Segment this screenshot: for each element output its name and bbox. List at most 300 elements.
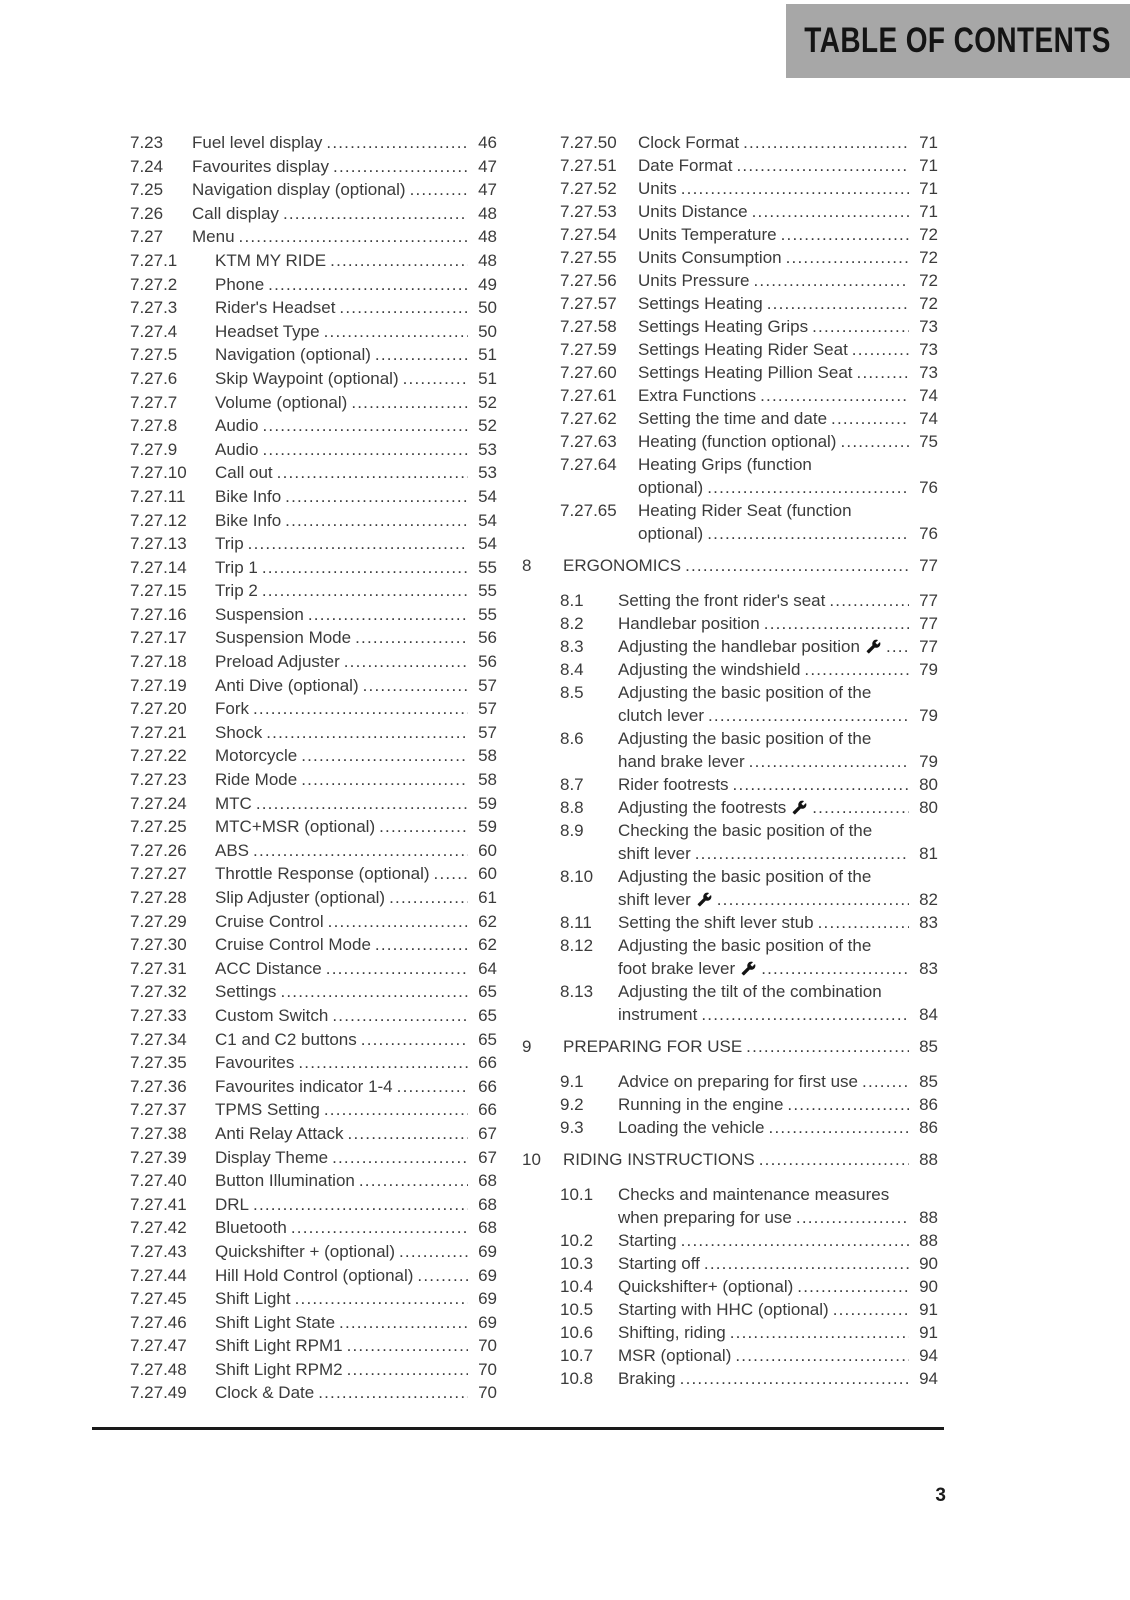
- toc-entry-page: 69: [478, 1312, 497, 1332]
- dot-leader: [417, 1264, 468, 1288]
- toc-entry-page: 55: [478, 581, 497, 601]
- toc-entry-number: 7.27.35: [130, 1053, 187, 1073]
- dot-leader: [332, 1146, 468, 1170]
- toc-entry-page: 68: [478, 1171, 497, 1191]
- toc-entry-number: 7.27.51: [560, 156, 617, 175]
- toc-entry-number: 10.8: [560, 1369, 594, 1388]
- toc-entry-title: Fork: [215, 699, 249, 719]
- toc-entry-page: 62: [478, 935, 497, 955]
- toc-entry-row: [560, 796, 938, 819]
- toc-entry-number: 7.27: [130, 227, 164, 247]
- dot-leader: [886, 635, 909, 658]
- dot-leader: [680, 1367, 909, 1390]
- toc-entry-number: 7.27.42: [130, 1218, 187, 1238]
- toc-entry-page: 74: [919, 386, 938, 405]
- toc-entry-page: 72: [919, 294, 938, 313]
- toc-entry-page: 62: [478, 911, 497, 931]
- toc-entry-page: 52: [478, 392, 497, 412]
- toc-entry-page: 77: [919, 591, 938, 610]
- toc-entry-number: 8.3: [560, 637, 584, 656]
- toc-entry-row: [130, 249, 497, 273]
- toc-entry-page: 76: [919, 478, 938, 497]
- toc-entry-title: Heating (function optional): [638, 432, 837, 451]
- toc-entry-title-line2: optional): [638, 478, 704, 497]
- toc-entry-title: Starting with HHC (optional): [618, 1300, 829, 1319]
- dot-leader: [363, 674, 468, 698]
- toc-entry-row: [560, 819, 938, 865]
- toc-entry-row: [130, 1051, 497, 1075]
- toc-entry-page: 91: [919, 1323, 938, 1342]
- toc-entry-page: 66: [478, 1100, 497, 1120]
- dot-leader: [355, 626, 468, 650]
- dot-leader: [301, 768, 468, 792]
- dot-leader: [339, 1311, 468, 1335]
- toc-entry-row: [560, 1298, 938, 1321]
- toc-entry-title: Favourites display: [192, 156, 330, 176]
- toc-entry-title: Audio: [215, 439, 259, 459]
- toc-entry-title: Settings Heating Pillion Seat: [638, 363, 853, 382]
- toc-entry-title: Anti Relay Attack: [215, 1123, 344, 1143]
- toc-entry-number: 7.27.8: [130, 416, 178, 436]
- toc-entry-number: 7.27.16: [130, 604, 187, 624]
- dot-leader: [344, 650, 468, 674]
- toc-entry-title: Button Illumination: [215, 1171, 355, 1191]
- toc-entry-number: 7.25: [130, 180, 164, 200]
- dot-leader: [339, 296, 468, 320]
- toc-entry-row: [560, 589, 938, 612]
- dot-leader: [410, 178, 468, 202]
- toc-entry-title: RIDING INSTRUCTIONS: [563, 1150, 755, 1169]
- dot-leader: [761, 957, 909, 980]
- toc-entry-number: 7.27.33: [130, 1005, 187, 1025]
- toc-entry-number: 7.27.45: [130, 1289, 187, 1309]
- toc-entry-row: [130, 1169, 497, 1193]
- toc-entry-title: Adjusting the handlebar position: [618, 637, 860, 656]
- toc-entry-row: [560, 934, 938, 980]
- toc-entry-row: [560, 200, 938, 223]
- toc-entry-text: [618, 865, 938, 911]
- toc-entry-row: [560, 1093, 938, 1116]
- toc-entry-number: 7.27.46: [130, 1312, 187, 1332]
- toc-entry-title: Units: [638, 179, 677, 198]
- toc-entry-page: 90: [919, 1277, 938, 1296]
- toc-entry-row: [560, 1321, 938, 1344]
- toc-entry-number: 7.27.22: [130, 746, 187, 766]
- toc-entry-number: 7.27.10: [130, 463, 187, 483]
- dot-leader: [262, 414, 468, 438]
- toc-entry-number: 7.27.30: [130, 935, 187, 955]
- toc-entry-page: 69: [478, 1265, 497, 1285]
- toc-entry-page: 60: [478, 864, 497, 884]
- dot-leader: [781, 223, 909, 246]
- toc-entry-number: 7.24: [130, 156, 164, 176]
- toc-entry-number: 7.27.48: [130, 1359, 187, 1379]
- toc-entry-number: 7.27.15: [130, 581, 187, 601]
- toc-entry-page: 94: [919, 1346, 938, 1365]
- toc-entry-title: KTM MY RIDE: [215, 250, 327, 270]
- toc-entry-page: 70: [478, 1359, 497, 1379]
- dot-leader: [399, 1240, 468, 1264]
- toc-entry-title: Anti Dive (optional): [215, 675, 359, 695]
- toc-entry-row: [560, 246, 938, 269]
- toc-entry-title: Adjusting the footrests: [618, 798, 787, 817]
- toc-entry-row: [130, 980, 497, 1004]
- toc-entry-title: Menu: [192, 227, 235, 247]
- toc-entry-row: [130, 1146, 497, 1170]
- toc-entry-page: 72: [919, 225, 938, 244]
- toc-entry-page: 77: [919, 637, 938, 656]
- toc-entry-title: Bluetooth: [215, 1218, 287, 1238]
- toc-entry-title: Adjusting the basic position of the: [618, 936, 872, 955]
- toc-entry-page: 85: [919, 1037, 938, 1056]
- dot-leader: [285, 485, 468, 509]
- toc-entry-number: 9.3: [560, 1118, 584, 1137]
- toc-entry-title: Checks and maintenance measures: [618, 1185, 890, 1204]
- toc-entry-title: Shifting, riding: [618, 1323, 726, 1342]
- dot-leader: [704, 1252, 909, 1275]
- toc-entry-number: 10.7: [560, 1346, 594, 1365]
- toc-entry-page: 82: [919, 890, 938, 909]
- toc-entry-row: [560, 292, 938, 315]
- toc-entry-page: 71: [919, 202, 938, 221]
- toc-entry-row: [560, 384, 938, 407]
- dot-leader: [833, 1298, 909, 1321]
- toc-entry-number: 7.27.54: [560, 225, 617, 244]
- toc-entry-line2: [618, 957, 938, 980]
- dot-leader: [862, 1070, 909, 1093]
- toc-entry-row: [560, 1116, 938, 1139]
- dot-leader: [262, 556, 468, 580]
- dot-leader: [324, 1098, 468, 1122]
- toc-entry-number: 7.27.37: [130, 1100, 187, 1120]
- toc-entry-page: 65: [478, 982, 497, 1002]
- toc-entry-row: [560, 1252, 938, 1275]
- toc-entry-page: 79: [919, 706, 938, 725]
- toc-entry-number: 8.13: [560, 982, 594, 1001]
- toc-entry-number: 8.7: [560, 775, 584, 794]
- toc-entry-page: 55: [478, 557, 497, 577]
- toc-entry-title: Adjusting the tilt of the combination: [618, 982, 882, 1001]
- toc-entry-number: 7.27.38: [130, 1123, 187, 1143]
- toc-entry-title: Bike Info: [215, 510, 282, 530]
- toc-entry-page: 80: [919, 775, 938, 794]
- toc-entry-number: 7.27.60: [560, 363, 617, 382]
- toc-entry-title: ACC Distance: [215, 958, 322, 978]
- page-number: 3: [935, 1485, 946, 1506]
- toc-entry-number: 7.27.50: [560, 133, 617, 152]
- dot-leader: [347, 1358, 468, 1382]
- toc-entry-number: 7.27.61: [560, 386, 617, 405]
- toc-entry-row: [560, 315, 938, 338]
- toc-entry-title: Clock & Date: [215, 1383, 315, 1403]
- dot-leader: [253, 697, 468, 721]
- toc-entry-number: 8.12: [560, 936, 594, 955]
- toc-entry-page: 67: [478, 1147, 497, 1167]
- toc-entry-page: 73: [919, 363, 938, 382]
- toc-column-right: [522, 131, 938, 1390]
- toc-entry-number: 7.27.27: [130, 864, 187, 884]
- toc-entry-number: 7.27.34: [130, 1029, 187, 1049]
- toc-entry-number: 10.6: [560, 1323, 594, 1342]
- toc-entry-title: Call display: [192, 203, 279, 223]
- toc-entry-page: 81: [919, 844, 938, 863]
- toc-entry-page: 80: [919, 798, 938, 817]
- toc-entry-row: [560, 612, 938, 635]
- toc-entry-number: 7.27.40: [130, 1171, 187, 1191]
- dot-leader: [736, 154, 909, 177]
- dot-leader: [298, 1051, 468, 1075]
- wrench-icon: [792, 800, 807, 815]
- dot-leader: [239, 225, 468, 249]
- dot-leader: [752, 200, 909, 223]
- toc-entry-title: Heating Rider Seat (function: [638, 501, 852, 520]
- toc-entry-row: [560, 980, 938, 1026]
- dot-leader: [685, 554, 909, 577]
- toc-entry-page: 54: [478, 486, 497, 506]
- dot-leader: [347, 1334, 468, 1358]
- toc-entry-page: 58: [478, 746, 497, 766]
- dot-leader: [351, 391, 468, 415]
- toc-entry-row: [560, 635, 938, 658]
- toc-entry-title: ERGONOMICS: [563, 556, 682, 575]
- toc-entry-row: [130, 957, 497, 981]
- dot-leader: [285, 509, 468, 533]
- toc-entry-title-line2: shift lever: [618, 890, 691, 909]
- toc-entry-title: Quickshifter + (optional): [215, 1241, 395, 1261]
- toc-entry-page: 66: [478, 1053, 497, 1073]
- toc-entry-page: 71: [919, 179, 938, 198]
- toc-entry-title: MSR (optional): [618, 1346, 732, 1365]
- toc-entry-number: 7.27.20: [130, 699, 187, 719]
- toc-entry-page: 53: [478, 439, 497, 459]
- toc-entry-number: 8.11: [560, 913, 592, 932]
- dot-leader: [326, 131, 468, 155]
- toc-entry-page: 56: [478, 652, 497, 672]
- toc-entry-row: [130, 1358, 497, 1382]
- dot-leader: [769, 1116, 909, 1139]
- dot-leader: [764, 612, 909, 635]
- toc-entry-page: 85: [919, 1072, 938, 1091]
- header-banner: [786, 4, 1130, 78]
- toc-entry-number: 8.4: [560, 660, 584, 679]
- toc-entry-number: 8: [522, 556, 532, 575]
- dot-leader: [695, 842, 909, 865]
- toc-entry-row: [130, 1098, 497, 1122]
- toc-entry-page: 69: [478, 1241, 497, 1261]
- toc-entry-title: Display Theme: [215, 1147, 329, 1167]
- toc-entry-row: [130, 862, 497, 886]
- toc-entry-number: 7.23: [130, 133, 164, 152]
- dot-leader: [324, 320, 468, 344]
- dot-leader: [397, 1075, 468, 1099]
- toc-entry-page: 84: [919, 1005, 938, 1024]
- toc-entry-title: ABS: [215, 840, 250, 860]
- dot-leader: [403, 367, 468, 391]
- toc-entry-title: Hill Hold Control (optional): [215, 1265, 414, 1285]
- toc-entry-title: Shift Light RPM1: [215, 1336, 343, 1356]
- toc-entry-title: MTC+MSR (optional): [215, 817, 376, 837]
- toc-entry-page: 74: [919, 409, 938, 428]
- toc-entry-number: 7.27.4: [130, 321, 178, 341]
- dot-leader: [253, 839, 468, 863]
- toc-entry-title-line2: optional): [638, 524, 704, 543]
- toc-entry-page: 68: [478, 1218, 497, 1238]
- dot-leader: [759, 1148, 909, 1171]
- dot-leader: [749, 750, 909, 773]
- dot-leader: [262, 579, 468, 603]
- dot-leader: [760, 384, 909, 407]
- toc-entry-title: Motorcycle: [215, 746, 298, 766]
- toc-entry-number: 7.27.63: [560, 432, 617, 451]
- toc-entry-title: Navigation (optional): [215, 345, 371, 365]
- dot-leader: [787, 1093, 909, 1116]
- toc-entry-title: Adjusting the basic position of the: [618, 867, 872, 886]
- dot-leader: [857, 361, 909, 384]
- toc-entry-title: MTC: [215, 793, 252, 813]
- toc-entry-page: 50: [478, 298, 497, 318]
- toc-entry-number: 7.27.13: [130, 534, 187, 554]
- dot-leader: [707, 476, 909, 499]
- toc-entry-page: 73: [919, 340, 938, 359]
- toc-entry-row: [130, 178, 497, 202]
- toc-entry-page: 55: [478, 604, 497, 624]
- toc-entry-row: [130, 273, 497, 297]
- toc-entry-title: Setting the time and date: [638, 409, 828, 428]
- toc-entry-page: 76: [919, 524, 938, 543]
- toc-entry-page: 90: [919, 1254, 938, 1273]
- toc-entry-number: 10.2: [560, 1231, 594, 1250]
- toc-entry-number: 7.27.19: [130, 675, 187, 695]
- dot-leader: [707, 522, 909, 545]
- toc-entry-row: [130, 131, 497, 155]
- toc-entry-title: Slip Adjuster (optional): [215, 888, 386, 907]
- toc-entry-title: Loading the vehicle: [618, 1118, 765, 1137]
- toc-entry-page: 70: [478, 1336, 497, 1356]
- dot-leader: [681, 1229, 909, 1252]
- toc-entry-row: [130, 744, 497, 768]
- toc-entry-title: Shift Light RPM2: [215, 1359, 343, 1379]
- dot-leader: [330, 249, 468, 273]
- dot-leader: [253, 1193, 468, 1217]
- toc-entry-page: 50: [478, 321, 497, 341]
- toc-entry-number: 8.1: [560, 591, 584, 610]
- toc-entry-title: Navigation display (optional): [192, 180, 406, 200]
- toc-entry-page: 54: [478, 534, 497, 554]
- toc-entry-number: 7.27.58: [560, 317, 617, 336]
- toc-entry-row: [130, 1004, 497, 1028]
- dot-leader: [332, 1004, 468, 1028]
- toc-entry-title: Rider's Headset: [215, 298, 336, 318]
- toc-entry-row: [130, 626, 497, 650]
- toc-entry-page: 71: [919, 133, 938, 152]
- toc-entry-title: Preload Adjuster: [215, 652, 340, 672]
- toc-entry-title: Extra Functions: [638, 386, 757, 405]
- toc-entry-row: [560, 681, 938, 727]
- dot-leader: [301, 744, 468, 768]
- toc-entry-title: Handlebar position: [618, 614, 760, 633]
- toc-entry-title: Starting off: [618, 1254, 700, 1273]
- page-title: TABLE OF CONTENTS: [804, 21, 1112, 60]
- dot-leader: [295, 1287, 468, 1311]
- toc-entry-title: Trip 1: [215, 557, 258, 577]
- toc-entry-number: 10.1: [560, 1185, 594, 1204]
- dot-leader: [277, 461, 468, 485]
- toc-entry-title-line2: hand brake lever: [618, 752, 745, 771]
- toc-entry-page: 57: [478, 675, 497, 695]
- toc-entry-number: 7.27.39: [130, 1147, 187, 1167]
- toc-entry-row: [130, 367, 497, 391]
- toc-column-left: [130, 131, 497, 1405]
- toc-entry-row: [130, 910, 497, 934]
- toc-entry-row: [130, 886, 497, 910]
- dot-leader: [786, 246, 909, 269]
- dot-leader: [708, 704, 909, 727]
- toc-entry-page: 59: [478, 793, 497, 813]
- toc-entry-row: [130, 721, 497, 745]
- toc-entry-text: [618, 727, 938, 773]
- dot-leader: [818, 911, 909, 934]
- toc-entry-title: Adjusting the windshield: [618, 660, 801, 679]
- toc-entry-title: Trip: [215, 534, 244, 554]
- toc-entry-row: [130, 1334, 497, 1358]
- toc-entry-line2: [618, 750, 938, 773]
- dot-leader: [434, 862, 468, 886]
- toc-entry-title: Setting the shift lever stub: [618, 913, 814, 932]
- toc-entry-number: 7.27.28: [130, 888, 187, 907]
- toc-entry-row: [130, 674, 497, 698]
- toc-entry-page: 47: [478, 156, 497, 176]
- toc-entry-title: Skip Waypoint (optional): [215, 368, 399, 388]
- toc-entry-title-line2: foot brake lever: [618, 959, 736, 978]
- dot-leader: [831, 407, 909, 430]
- toc-entry-page: 86: [919, 1118, 938, 1137]
- toc-entry-page: 83: [919, 913, 938, 932]
- dot-leader: [333, 155, 468, 179]
- dot-leader: [256, 792, 468, 816]
- toc-entry-row: [130, 1311, 497, 1335]
- toc-entry-row: [130, 839, 497, 863]
- dot-leader: [743, 131, 909, 154]
- toc-entry-row: [130, 202, 497, 226]
- toc-entry-title: Custom Switch: [215, 1005, 329, 1025]
- toc-entry-page: 72: [919, 248, 938, 267]
- toc-entry-page: 73: [919, 317, 938, 336]
- dot-leader: [812, 796, 909, 819]
- dot-leader: [753, 269, 909, 292]
- toc-entry-title: Units Consumption: [638, 248, 782, 267]
- wrench-icon: [866, 639, 881, 654]
- toc-entry-number: 7.27.29: [130, 911, 187, 931]
- toc-entry-title: DRL: [215, 1194, 250, 1214]
- toc-entry-row: [560, 1367, 938, 1390]
- toc-entry-title: Clock Format: [638, 133, 740, 152]
- toc-entry-line2: [618, 1003, 938, 1026]
- toc-entry-number: 9.1: [560, 1072, 584, 1091]
- toc-entry-row: [130, 532, 497, 556]
- dot-leader: [266, 721, 468, 745]
- toc-entry-number: 9.2: [560, 1095, 584, 1114]
- toc-entry-number: 7.27.9: [130, 439, 178, 459]
- dot-leader: [852, 338, 909, 361]
- dot-leader: [268, 273, 468, 297]
- toc-entry-number: 7.27.47: [130, 1336, 187, 1356]
- toc-entry-title: TPMS Setting: [215, 1100, 320, 1120]
- toc-entry-number: 7.27.23: [130, 770, 187, 790]
- toc-entry-number: 8.6: [560, 729, 584, 748]
- toc-entry-title: Settings Heating: [638, 294, 763, 313]
- toc-entry-number: 7.27.52: [560, 179, 617, 198]
- dot-leader: [283, 202, 468, 226]
